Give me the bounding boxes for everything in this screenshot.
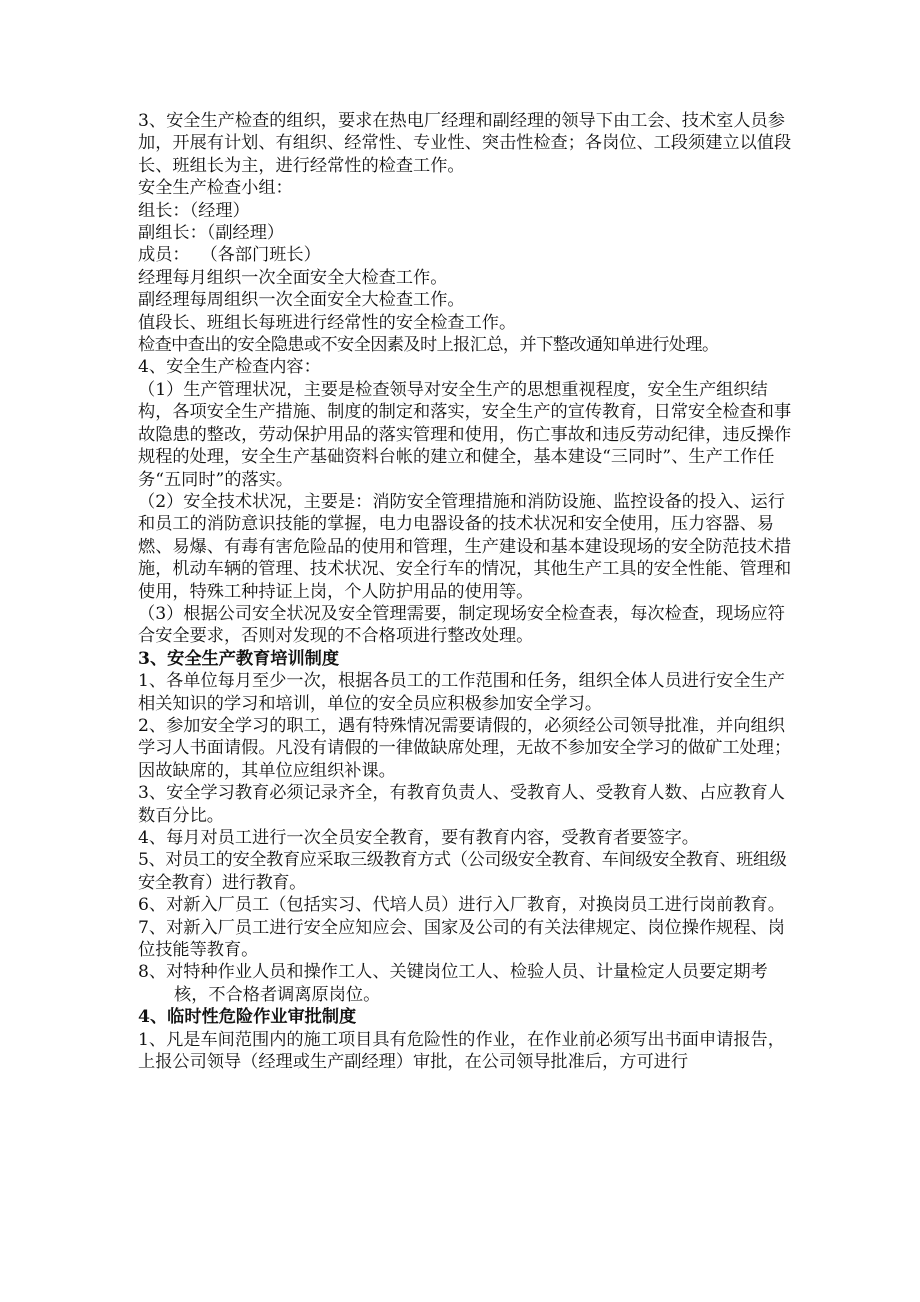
education-item-4: 4、每月对员工进行一次全员安全教育，要有教育内容，受教育者要签字。 [138,828,699,848]
inspection-content-heading: 4、安全生产检查内容： [138,357,321,378]
deputy-leader-line: 副组长：（副经理） [138,223,285,244]
education-item-3: 3、安全学习教育必须记录齐全，有教育负责人、受教育人、受教育人数、占应教育人数百分比。 [138,783,785,826]
content-item-3: （3）根据公司安全状况及安全管理需要，制定现场安全检查表，每次检查，现场应符合安全要求，否则对发现的不合格项进行整改处理。 [138,603,785,647]
education-item-6: 6、对新入厂员工（包括实习、代培人员）进行入厂教育，对换岗员工进行岗前教育。 [138,895,785,916]
section-heading-education: 3、安全生产教育培训制度 [138,648,340,669]
manager-monthly-line: 经理每月组织一次全面安全大检查工作。 [138,267,448,288]
education-item-5: 5、对员工的安全教育应采取三级教育方式（公司级安全教育、车间级安全教育、班组级安全教育）进行教育。 [138,850,787,893]
hazard-report-line: 检查中查出的安全隐患或不安全因素及时上报汇总，并下整改通知单进行处理。 [138,335,719,356]
members-line: 成员： （各部门班长） [138,245,321,266]
deputy-weekly-line: 副经理每周组织一次全面安全大检查工作。 [138,290,465,311]
document-body [138,110,798,1073]
shift-inspection-line: 值段长、班组长每班进行经常性的安全检查工作。 [138,312,517,333]
education-item-2: 2、参加安全学习的职工，遇有特殊情况需要请假的，必须经公司领导批准，并向组织学习人书面请假。凡没有请假的一律做缺席处理，无故不参加安全学习的做矿工处理；因故缺席的，其单位应组织补课。 [138,715,792,781]
content-item-1: （1）生产管理状况，主要是检查领导对安全生产的思想重视程度，安全生产组织结构，各项安全生产措施、制度的制定和落实，安全生产的宣传教育，日常安全检查和事故隐患的整改，劳动保护用品的落实管理和使用，伤亡事故和违反劳动纪律，违反操作规程的处理，安全生产基础资料台帐的建立和健全，基本建设“三同时”、生产工作任务“五同时”的落实。 [138,379,792,490]
hazard-approval-item-1: 1、凡是车间范围内的施工项目具有危险性的作业，在作业前必须写出书面申请报告，上报公司领导（经理或生产副经理）审批，在公司领导批准后，方可进行 [138,1029,785,1073]
education-item-1: 1、各单位每月至少一次，根据各员工的工作范围和任务，组织全体人员进行安全生产相关知识的学习和培训，单位的安全员应积极参加安全学习。 [138,671,785,714]
education-item-7: 7、对新入厂员工进行安全应知应会、国家及公司的有关法律规定、岗位操作规程、岗位技能等教育。 [138,917,785,961]
content-item-2: （2）安全技术状况，主要是：消防安全管理措施和消防设施、监控设备的投入、运行和员工的消防意识技能的掌握，电力电器设备的技术状况和安全使用，压力容器、易燃、易爆、有毒有害危险品的使用和管理，生产建设和基本建设现场的安全防范技术措施，机动车辆的管理、技术状况、安全行车的情况，其他生产工具的安全性能、管理和使用，特殊工种持证上岗，个人防护用品的使用等。 [138,491,792,602]
section-heading-hazard-approval: 4、临时性危险作业审批制度 [138,1007,357,1028]
paragraph-inspection-organization: 3、安全生产检查的组织，要求在热电厂经理和副经理的领导下由工会、技术室人员参加，开展有计划、有组织、经常性、专业性、突击性检查；各岗位、工段须建立以值段长、班组长为主，进行经常性的检查工作。 [138,111,792,176]
education-item-8: 8、对特种作业人员和操作工人、关键岗位工人、检验人员、计量检定人员要定期考核，不合格者调离原岗位。 [138,962,768,1005]
team-leader-line: 组长：（经理） [138,200,250,221]
inspection-team-title: 安全生产检查小组： [138,178,293,199]
